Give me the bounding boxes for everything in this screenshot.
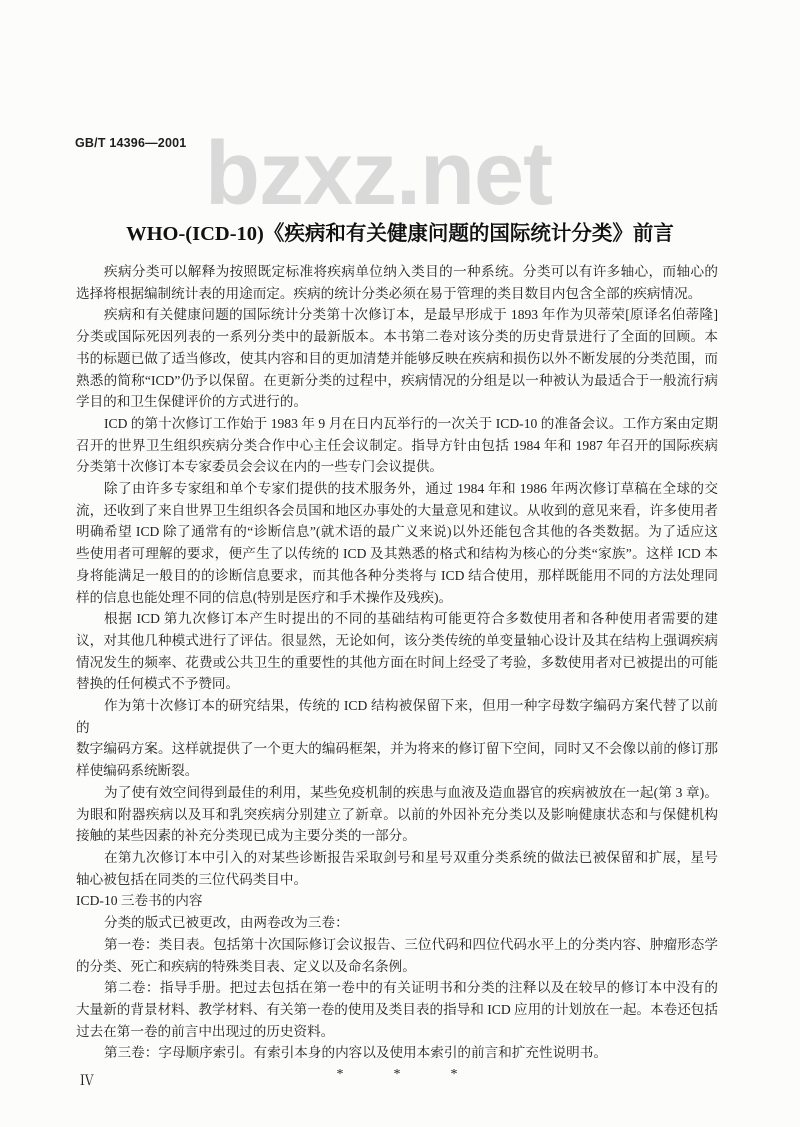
end-asterisk: *	[336, 1067, 344, 1083]
paragraph	[76, 413, 718, 478]
paragraph-line: 情况发生的频率、花费或公共卫生的重要性的其他方面在时间上经受了考验，多数使用者对已被提出的可能	[76, 654, 718, 670]
paragraph-line: 样使编码系统断裂。	[76, 763, 199, 779]
paragraph-line: 数字编码方案。这样就提供了一个更大的编码框架，并为将来的修订留下空间，同时又不会像以前的修订那	[76, 741, 718, 757]
paragraph	[76, 695, 718, 782]
paragraph-line: 样的信息也能处理不同的信息(特别是医疗和手术操作及残疾)。	[76, 589, 453, 605]
end-mark	[76, 1064, 718, 1086]
paragraph	[76, 478, 718, 608]
end-asterisk: *	[393, 1067, 401, 1083]
volume-description	[76, 934, 718, 977]
paragraph	[76, 912, 718, 934]
paragraph-line: 书的标题已做了适当修改，使其内容和目的更加清楚并能够反映在疾病和损伤以外不断发展的分类范围，而	[76, 350, 718, 366]
paragraph	[76, 608, 718, 695]
paragraph-line: 些使用者可理解的要求，便产生了以传统的 ICD 及其熟悉的格式和结构为核心的分类“家族”。这样 ICD 本	[76, 546, 718, 562]
paragraph-line: 过去在第一卷的前言中出现过的历史资料。	[76, 1023, 335, 1039]
paragraph	[76, 304, 718, 413]
section-heading: ICD-10 三卷书的内容	[76, 893, 203, 909]
paragraph-line: 的分类、死亡和疾病的特殊类目表、定义以及命名条例。	[76, 958, 416, 974]
paragraph-line: ICD 的第十次修订工作始于 1983 年 9 月在日内瓦举行的一次关于 ICD-10 的准备会议。工作方案由定期	[104, 415, 718, 431]
paragraph-line: 在第九次修订本中引入的对某些诊断报告采取剑号和星号双重分类系统的做法已被保留和扩展，星号	[104, 849, 718, 865]
end-asterisk: *	[450, 1067, 458, 1083]
paragraph-line: 身将能满足一般目的的诊断信息要求，而其他各种分类将与 ICD 结合使用，那样既能用不同的方法处理同	[76, 567, 718, 583]
paragraph-line: 熟悉的简称“ICD”仍予以保留。在更新分类的过程中，疾病情况的分组是以一种被认为最适合于一般流行病	[76, 372, 718, 388]
paragraph	[76, 847, 718, 890]
paragraph-line: 召开的世界卫生组织疾病分类合作中心主任会议制定。指导方针由包括 1984 年和 1987 年召开的国际疾病	[76, 437, 718, 453]
paragraph-line: 分类第十次修订本专家委员会会议在内的一些专门会议提供。	[76, 459, 444, 475]
volume-description	[76, 1042, 718, 1064]
paragraph	[76, 782, 718, 847]
preface-body	[76, 261, 718, 1086]
paragraph-line: 学目的和卫生保健评价的方式进行的。	[76, 394, 308, 410]
paragraph	[76, 261, 718, 304]
paragraph-line: 第三卷：字母顺序索引。有索引本身的内容以及使用本索引的前言和扩充性说明书。	[104, 1045, 607, 1061]
paragraph-line: 第一卷：类目表。包括第十次国际修订会议报告、三位代码和四位代码水平上的分类内容、肿瘤形态学	[104, 936, 718, 952]
paragraph-line: 分类的版式已被更改，由两卷改为三卷：	[104, 915, 349, 931]
paragraph-line: 根据 ICD 第九次修订本产生时提出的不同的基础结构可能更符合多数使用者和各种使用者需要的建	[104, 611, 718, 627]
paragraph-line: 疾病和有关健康问题的国际统计分类第十次修订本，是最早形成于 1893 年作为贝蒂荣[原译名伯蒂隆]	[104, 307, 718, 323]
paragraph-line: 接触的某些因素的补充分类现已成为主要分类的一部分。	[76, 828, 416, 844]
page-number: Ⅳ	[80, 1074, 94, 1089]
paragraph-line: 第二卷：指导手册。把过去包括在第一卷中的有关证明书和分类的注释以及在较早的修订本中没有的	[104, 980, 718, 996]
paragraph-line: 为了使有效空间得到最佳的利用，某些免疫机制的疾患与血液及造血器官的疾病被放在一起(第 3 章)。	[104, 784, 718, 800]
watermark: bzxz.net	[205, 124, 553, 224]
volume-description	[76, 977, 718, 1042]
paragraph-line: 明确希望 ICD 除了通常有的“诊断信息”(就术语的最广义来说)以外还能包含其他的各类数据。为了适应这	[76, 524, 718, 540]
page-title: WHO-(ICD-10)《疾病和有关健康问题的国际统计分类》前言	[126, 223, 674, 245]
paragraph-line: 除了由许多专家组和单个专家们提供的技术服务外，通过 1984 年和 1986 年两次修订草稿在全球的交	[104, 481, 718, 497]
paragraph-line: 替换的任何模式不予赞同。	[76, 676, 240, 692]
paragraph-line: 选择将根据编制统计表的用途而定。疾病的统计分类必须在易于管理的类目数目内包含全部的疾病情况。	[76, 285, 702, 301]
paragraph-line: 分类或国际死因列表的一系列分类中的最新版本。本书第二卷对该分类的历史背景进行了全面的回顾。本	[76, 329, 718, 345]
paragraph-line: 大量新的背景材料、教学材料、有关第一卷的使用及类目表的指导和 ICD 应用的计划放在一起。本卷还包括	[76, 1001, 718, 1017]
volumes-section	[76, 890, 718, 1064]
paragraph-line: 流，还收到了来自世界卫生组织各会员国和地区办事处的大量意见和建议。从收到的意见来看，许多使用者	[76, 502, 718, 518]
paragraph-line: 作为第十次修订本的研究结果，传统的 ICD 结构被保留下来，但用一种字母数字编码方案代替了以前的	[76, 698, 718, 735]
paragraph-line: 轴心被包括在同类的三位代码类目中。	[76, 871, 308, 887]
standard-number: GB/T 14396—2001	[75, 136, 187, 150]
paragraph-line: 为眼和附器疾病以及耳和乳突疾病分别建立了新章。以前的外因补充分类以及影响健康状态和与保健机构	[76, 806, 718, 822]
paragraph-line: 议，对其他几种模式进行了评估。很显然，无论如何，该分类传统的单变量轴心设计及其在结构上强调疾病	[76, 632, 718, 648]
paragraph-line: 疾病分类可以解释为按照既定标准将疾病单位纳入类目的一种系统。分类可以有许多轴心，而轴心的	[104, 264, 718, 279]
